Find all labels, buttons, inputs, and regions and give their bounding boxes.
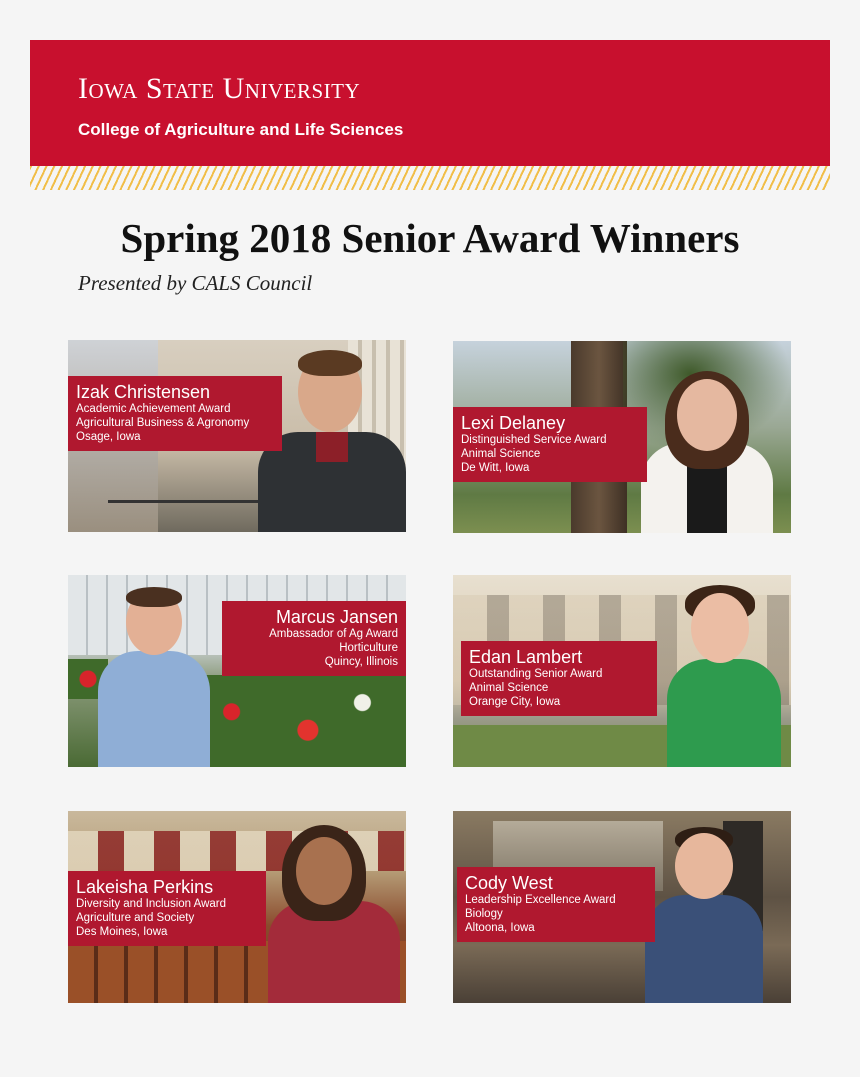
winner-award: Academic Achievement Award xyxy=(76,403,231,415)
winner-label xyxy=(68,376,282,451)
winner-name: Lakeisha Perkins xyxy=(76,877,214,897)
winner-name: Marcus Jansen xyxy=(275,607,398,627)
winner-card-lakeisha xyxy=(68,811,406,1003)
winner-card-cody xyxy=(453,811,791,1003)
winner-hometown: De Witt, Iowa xyxy=(461,462,530,474)
college-name: College of Agriculture and Life Sciences xyxy=(78,120,404,139)
winner-label xyxy=(68,871,266,946)
shirt-logo xyxy=(286,937,376,955)
winner-name: Izak Christensen xyxy=(76,382,211,402)
winner-award: Outstanding Senior Award xyxy=(469,668,603,680)
winner-major: Animal Science xyxy=(461,448,541,460)
winner-major: Biology xyxy=(465,908,503,920)
winner-hometown: Des Moines, Iowa xyxy=(76,926,168,938)
winner-card-marcus xyxy=(68,575,406,767)
winner-award: Distinguished Service Award xyxy=(461,434,607,446)
winner-card-edan xyxy=(453,575,791,767)
winner-label xyxy=(457,867,655,942)
page-title: Spring 2018 Senior Award Winners xyxy=(120,215,740,261)
winner-major: Agricultural Business & Agronomy xyxy=(76,417,250,429)
winner-label xyxy=(222,601,406,676)
page-subtitle: Presented by CALS Council xyxy=(78,271,313,295)
header-banner xyxy=(30,40,830,166)
winner-label xyxy=(461,641,657,716)
university-wordmark: Iowa State University xyxy=(78,72,361,105)
winner-hometown: Altoona, Iowa xyxy=(465,922,535,934)
winner-name: Lexi Delaney xyxy=(461,413,566,433)
winner-major: Agriculture and Society xyxy=(76,912,195,924)
winner-award: Diversity and Inclusion Award xyxy=(76,898,226,910)
winner-name: Edan Lambert xyxy=(469,647,583,667)
winner-hometown: Quincy, Illinois xyxy=(324,656,398,668)
winner-major: Animal Science xyxy=(469,682,549,694)
winner-hometown: Orange City, Iowa xyxy=(469,696,561,708)
gold-stripe-divider xyxy=(30,166,830,190)
winner-award: Ambassador of Ag Award xyxy=(269,628,398,640)
winner-hometown: Osage, Iowa xyxy=(76,431,141,443)
winner-label xyxy=(453,407,647,482)
winner-name: Cody West xyxy=(465,873,553,893)
winner-major: Horticulture xyxy=(339,642,398,654)
winner-card-izak xyxy=(68,340,406,532)
winner-award: Leadership Excellence Award xyxy=(465,894,616,906)
winner-card-lexi xyxy=(453,341,791,533)
